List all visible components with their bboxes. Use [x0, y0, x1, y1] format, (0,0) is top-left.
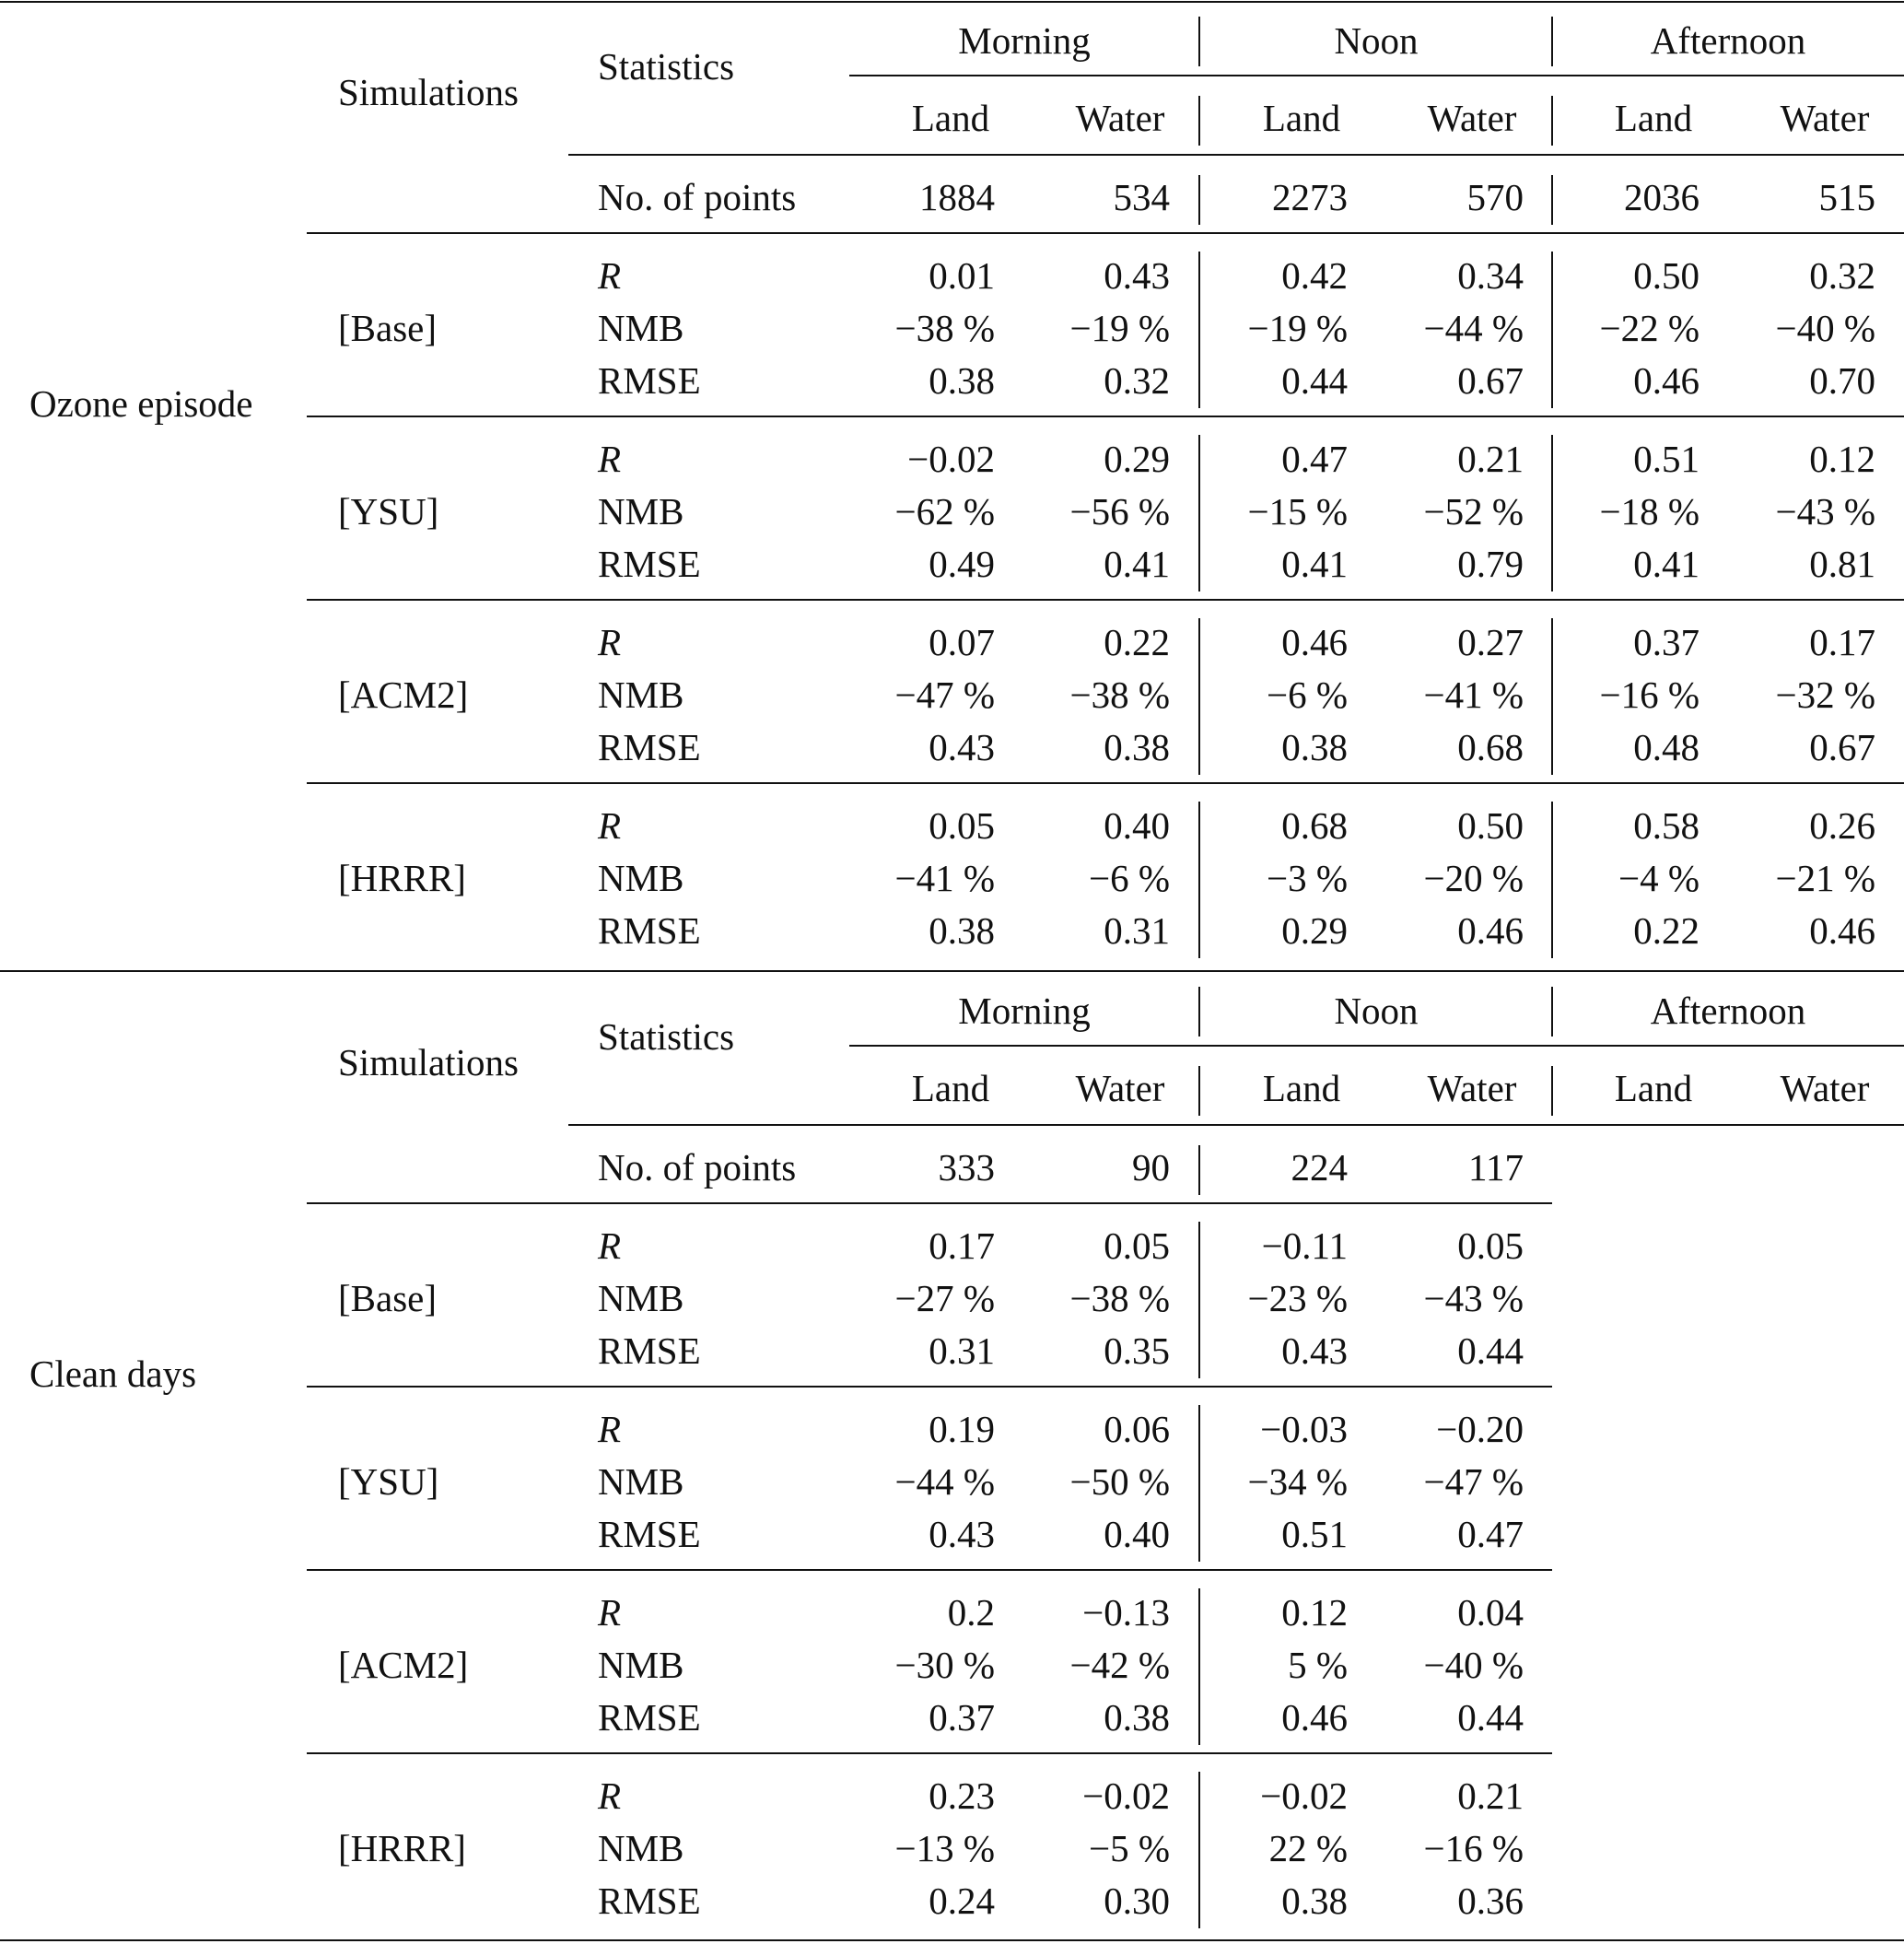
- simulation-label: [YSU]: [338, 1460, 439, 1503]
- group-divider: [1198, 802, 1200, 958]
- header-surface-rule: [568, 1124, 1904, 1126]
- header-period-morning: Morning: [958, 990, 1091, 1032]
- table-cell: 0.46: [1281, 621, 1348, 663]
- table-cell: −0.02: [1082, 1774, 1170, 1817]
- group-divider: [1551, 802, 1553, 958]
- group-divider: [1551, 1066, 1553, 1116]
- table-cell: 0.32: [1104, 359, 1170, 402]
- header-surface-land: Land: [1614, 1067, 1693, 1109]
- simulation-label: [Base]: [338, 1277, 438, 1319]
- group-divider: [1551, 96, 1553, 146]
- table-cell: −16 %: [1423, 1827, 1524, 1869]
- table-cell: −44 %: [894, 1460, 995, 1503]
- table-cell: −40 %: [1423, 1644, 1524, 1686]
- header-surface-water: Water: [1427, 97, 1517, 139]
- table-cell: −0.02: [1260, 1774, 1348, 1817]
- header-period-noon: Noon: [1334, 19, 1419, 62]
- table-cell: 0.38: [1104, 726, 1170, 768]
- table-cell: 0.12: [1281, 1591, 1348, 1634]
- table-cell: −41 %: [1423, 673, 1524, 716]
- table-cell: 0.70: [1809, 359, 1875, 402]
- group-divider: [1198, 1405, 1200, 1562]
- table-cell: 0.51: [1281, 1513, 1348, 1555]
- table-cell: 0.05: [1457, 1224, 1524, 1267]
- stat-label-rmse: RMSE: [598, 1880, 701, 1922]
- simulation-label: [YSU]: [338, 490, 439, 533]
- table-cell: 0.41: [1104, 543, 1170, 585]
- table-cell: −40 %: [1775, 307, 1875, 349]
- table-cell: −18 %: [1599, 490, 1700, 533]
- table-cell: 0.17: [929, 1224, 995, 1267]
- block-rule: [307, 782, 1904, 784]
- header-surface-water: Water: [1427, 1067, 1517, 1109]
- stat-label-r: R: [598, 1224, 622, 1267]
- table-cell: −44 %: [1423, 307, 1524, 349]
- simulation-label: [HRRR]: [338, 1827, 466, 1869]
- block-rule: [307, 1752, 1552, 1754]
- header-period-noon: Noon: [1334, 990, 1419, 1032]
- table-cell: −47 %: [894, 673, 995, 716]
- points-value: 570: [1466, 176, 1524, 218]
- table-cell: −50 %: [1069, 1460, 1170, 1503]
- stat-label-r: R: [598, 438, 622, 480]
- table-cell: −41 %: [894, 857, 995, 899]
- table-cell: −19 %: [1247, 307, 1348, 349]
- stat-label-r: R: [598, 621, 622, 663]
- points-value: 90: [1132, 1146, 1170, 1189]
- table-cell: −0.03: [1260, 1408, 1348, 1450]
- table-cell: −42 %: [1069, 1644, 1170, 1686]
- table-cell: −30 %: [894, 1644, 995, 1686]
- table-cell: 0.46: [1457, 909, 1524, 952]
- table-cell: 0.68: [1457, 726, 1524, 768]
- header-surface-land: Land: [1614, 97, 1693, 139]
- table-cell: 0.49: [929, 543, 995, 585]
- table-cell: 0.48: [1633, 726, 1700, 768]
- table-cell: −19 %: [1069, 307, 1170, 349]
- points-value: 2036: [1624, 176, 1700, 218]
- table-cell: 0.44: [1281, 359, 1348, 402]
- table-cell: 0.21: [1457, 438, 1524, 480]
- points-value: 515: [1818, 176, 1875, 218]
- table-cell: 0.50: [1457, 804, 1524, 847]
- table-cell: 0.23: [929, 1774, 995, 1817]
- points-label: No. of points: [598, 1146, 797, 1189]
- stat-label-rmse: RMSE: [598, 543, 701, 585]
- table-bottom-rule: [0, 1939, 1904, 1941]
- stat-label-rmse: RMSE: [598, 909, 701, 952]
- table-cell: −5 %: [1088, 1827, 1170, 1869]
- table-cell: −3 %: [1266, 857, 1348, 899]
- table-cell: 0.31: [1104, 909, 1170, 952]
- group-divider: [1198, 435, 1200, 591]
- group-divider: [1198, 1145, 1200, 1195]
- stat-label-r: R: [598, 1408, 622, 1450]
- stat-label-r: R: [598, 254, 622, 297]
- header-simulations: Simulations: [338, 1041, 519, 1083]
- table-cell: 0.21: [1457, 1774, 1524, 1817]
- stat-label-nmb: NMB: [598, 307, 684, 349]
- points-label: No. of points: [598, 176, 797, 218]
- group-divider: [1551, 987, 1553, 1036]
- header-surface-land: Land: [1262, 1067, 1341, 1109]
- table-cell: −16 %: [1599, 673, 1700, 716]
- table-cell: 0.58: [1633, 804, 1700, 847]
- stat-label-rmse: RMSE: [598, 1696, 701, 1739]
- table-cell: −6 %: [1266, 673, 1348, 716]
- table-cell: −38 %: [1069, 1277, 1170, 1319]
- stat-label-r: R: [598, 1774, 622, 1817]
- table-cell: −22 %: [1599, 307, 1700, 349]
- table-cell: −15 %: [1247, 490, 1348, 533]
- table-cell: −62 %: [894, 490, 995, 533]
- table-cell: 0.40: [1104, 1513, 1170, 1555]
- table-cell: 0.47: [1281, 438, 1348, 480]
- table-cell: 0.81: [1809, 543, 1875, 585]
- table-cell: 0.46: [1281, 1696, 1348, 1739]
- group-divider: [1198, 1066, 1200, 1116]
- group-divider: [1198, 1222, 1200, 1378]
- section-label: Clean days: [29, 1353, 197, 1395]
- table-cell: 0.67: [1809, 726, 1875, 768]
- group-divider: [1198, 17, 1200, 66]
- table-cell: 0.51: [1633, 438, 1700, 480]
- stat-label-nmb: NMB: [598, 857, 684, 899]
- table-cell: 0.27: [1457, 621, 1524, 663]
- table-cell: 5 %: [1288, 1644, 1348, 1686]
- section-label: Ozone episode: [29, 382, 253, 425]
- table-cell: 0.29: [1104, 438, 1170, 480]
- block-rule: [307, 599, 1904, 601]
- group-divider: [1551, 618, 1553, 775]
- stat-label-nmb: NMB: [598, 673, 684, 716]
- group-divider: [1198, 987, 1200, 1036]
- stat-label-rmse: RMSE: [598, 359, 701, 402]
- table-cell: −34 %: [1247, 1460, 1348, 1503]
- points-value: 224: [1291, 1146, 1348, 1189]
- table-cell: −27 %: [894, 1277, 995, 1319]
- header-surface-land: Land: [911, 97, 990, 139]
- stat-label-nmb: NMB: [598, 1460, 684, 1503]
- table-cell: −0.20: [1436, 1408, 1524, 1450]
- table-cell: 0.68: [1281, 804, 1348, 847]
- group-divider: [1551, 17, 1553, 66]
- stat-label-r: R: [598, 804, 622, 847]
- table-cell: 0.22: [1633, 909, 1700, 952]
- table-cell: −0.02: [907, 438, 995, 480]
- table-cell: 0.79: [1457, 543, 1524, 585]
- header-statistics: Statistics: [598, 45, 735, 88]
- table-cell: −32 %: [1775, 673, 1875, 716]
- table-cell: 0.34: [1457, 254, 1524, 297]
- table-cell: 0.07: [929, 621, 995, 663]
- group-divider: [1551, 175, 1553, 225]
- table-cell: −47 %: [1423, 1460, 1524, 1503]
- table-cell: −0.13: [1082, 1591, 1170, 1634]
- table-cell: 0.40: [1104, 804, 1170, 847]
- table-cell: −4 %: [1618, 857, 1700, 899]
- stat-label-nmb: NMB: [598, 490, 684, 533]
- table-cell: −38 %: [894, 307, 995, 349]
- table-cell: 0.42: [1281, 254, 1348, 297]
- table-cell: 0.44: [1457, 1696, 1524, 1739]
- simulation-label: [ACM2]: [338, 1644, 469, 1686]
- table-cell: 0.31: [929, 1329, 995, 1372]
- header-surface-land: Land: [1262, 97, 1341, 139]
- table-cell: 0.17: [1809, 621, 1875, 663]
- points-rule: [307, 1202, 1552, 1204]
- table-cell: 0.41: [1633, 543, 1700, 585]
- table-cell: 0.04: [1457, 1591, 1524, 1634]
- header-period-rule: [849, 1045, 1904, 1047]
- points-value: 2273: [1272, 176, 1348, 218]
- table-cell: 0.43: [929, 1513, 995, 1555]
- table-cell: 0.38: [929, 909, 995, 952]
- header-period-morning: Morning: [958, 19, 1091, 62]
- group-divider: [1198, 1588, 1200, 1745]
- header-period-afternoon: Afternoon: [1650, 19, 1806, 62]
- points-value: 117: [1468, 1146, 1524, 1189]
- simulation-label: [HRRR]: [338, 857, 466, 899]
- table-cell: −0.11: [1261, 1224, 1348, 1267]
- table-cell: 0.38: [929, 359, 995, 402]
- stat-label-rmse: RMSE: [598, 1513, 701, 1555]
- header-period-afternoon: Afternoon: [1650, 990, 1806, 1032]
- header-statistics: Statistics: [598, 1015, 735, 1058]
- table-cell: 0.37: [929, 1696, 995, 1739]
- table-cell: 0.35: [1104, 1329, 1170, 1372]
- group-divider: [1198, 175, 1200, 225]
- table-cell: −52 %: [1423, 490, 1524, 533]
- group-divider: [1198, 618, 1200, 775]
- table-cell: −43 %: [1423, 1277, 1524, 1319]
- table-cell: 0.30: [1104, 1880, 1170, 1922]
- header-surface-water: Water: [1780, 97, 1870, 139]
- table-cell: 0.38: [1281, 1880, 1348, 1922]
- block-rule: [307, 416, 1904, 417]
- points-value: 534: [1113, 176, 1170, 218]
- table-cell: −43 %: [1775, 490, 1875, 533]
- section-rule: [0, 970, 1904, 972]
- table-cell: −6 %: [1088, 857, 1170, 899]
- table-cell: 0.22: [1104, 621, 1170, 663]
- table-cell: 0.44: [1457, 1329, 1524, 1372]
- table-cell: 0.06: [1104, 1408, 1170, 1450]
- table-cell: 0.24: [929, 1880, 995, 1922]
- header-surface-water: Water: [1780, 1067, 1870, 1109]
- stat-label-nmb: NMB: [598, 1827, 684, 1869]
- table-cell: −56 %: [1069, 490, 1170, 533]
- table-cell: 0.50: [1633, 254, 1700, 297]
- table-cell: 0.37: [1633, 621, 1700, 663]
- header-period-rule: [849, 75, 1904, 76]
- simulation-label: [Base]: [338, 307, 438, 349]
- group-divider: [1551, 252, 1553, 408]
- points-value: 333: [938, 1146, 995, 1189]
- table-cell: −21 %: [1775, 857, 1875, 899]
- table-cell: 0.12: [1809, 438, 1875, 480]
- points-rule: [307, 232, 1904, 234]
- table-cell: 0.46: [1633, 359, 1700, 402]
- stat-label-rmse: RMSE: [598, 1329, 701, 1372]
- header-simulations: Simulations: [338, 71, 519, 113]
- group-divider: [1198, 252, 1200, 408]
- table-cell: 0.32: [1809, 254, 1875, 297]
- header-surface-water: Water: [1075, 97, 1165, 139]
- table-cell: 0.46: [1809, 909, 1875, 952]
- header-surface-water: Water: [1075, 1067, 1165, 1109]
- table-cell: 0.29: [1281, 909, 1348, 952]
- table-cell: 0.05: [1104, 1224, 1170, 1267]
- table-cell: 0.36: [1457, 1880, 1524, 1922]
- stat-label-rmse: RMSE: [598, 726, 701, 768]
- block-rule: [307, 1386, 1552, 1388]
- points-value: 1884: [919, 176, 995, 218]
- header-surface-land: Land: [911, 1067, 990, 1109]
- table-cell: 22 %: [1268, 1827, 1348, 1869]
- stat-label-r: R: [598, 1591, 622, 1634]
- table-cell: −13 %: [894, 1827, 995, 1869]
- simulation-label: [ACM2]: [338, 673, 469, 716]
- table-cell: −38 %: [1069, 673, 1170, 716]
- table-cell: 0.05: [929, 804, 995, 847]
- table-cell: 0.67: [1457, 359, 1524, 402]
- table-cell: −23 %: [1247, 1277, 1348, 1319]
- stat-label-nmb: NMB: [598, 1644, 684, 1686]
- header-surface-rule: [568, 154, 1904, 156]
- table-cell: 0.2: [947, 1591, 995, 1634]
- table-cell: 0.38: [1281, 726, 1348, 768]
- group-divider: [1198, 1772, 1200, 1928]
- table-cell: −20 %: [1423, 857, 1524, 899]
- table-cell: 0.47: [1457, 1513, 1524, 1555]
- block-rule: [307, 1569, 1552, 1571]
- table-cell: 0.19: [929, 1408, 995, 1450]
- table-cell: 0.38: [1104, 1696, 1170, 1739]
- table-cell: 0.43: [1104, 254, 1170, 297]
- table-cell: 0.41: [1281, 543, 1348, 585]
- table-cell: 0.01: [929, 254, 995, 297]
- table-top-rule: [0, 1, 1904, 3]
- table-cell: 0.43: [929, 726, 995, 768]
- stat-label-nmb: NMB: [598, 1277, 684, 1319]
- group-divider: [1551, 435, 1553, 591]
- group-divider: [1198, 96, 1200, 146]
- table-cell: 0.43: [1281, 1329, 1348, 1372]
- table-cell: 0.26: [1809, 804, 1875, 847]
